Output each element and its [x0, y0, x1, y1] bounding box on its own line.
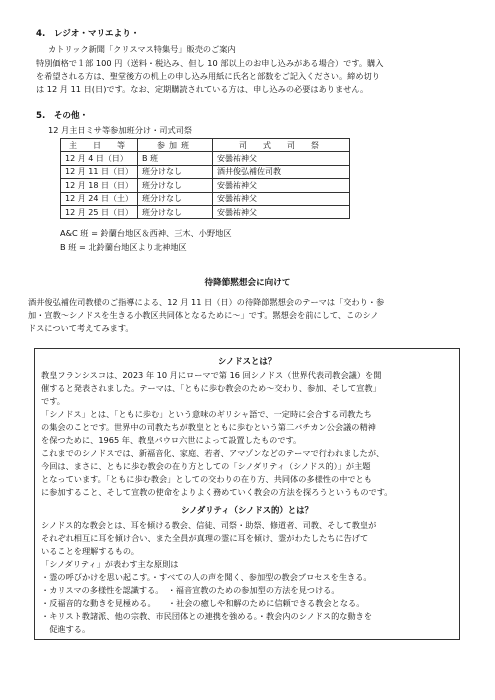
principle-item: ・カリスマの多様性を認識する。 ・福音宣教のための参加型の方法を見つける。 — [41, 585, 340, 595]
table-cell-celebrant: 安曇祐神父 — [213, 152, 350, 165]
table-header: 司 式 司 祭 — [213, 139, 350, 152]
table-cell-celebrant: 酒井俊弘補佐司教 — [213, 165, 350, 178]
table-cell-group: 班分けなし — [138, 192, 213, 205]
synodality-title: シノダリティ（シノドス的）とは？ — [181, 505, 313, 515]
advent-retreat-title: 待降節黙想会に向けて — [204, 278, 291, 288]
synodality-text-line: 「シノダリティ」が表わす主な原則は — [41, 559, 179, 569]
synod-text-line: 教皇フランシスコは、2023 年 10 月にローマで第 16 回シノドス（世界代表司教会議）を開 — [41, 370, 382, 380]
section-4-subtitle: カトリック新聞「クリスマス特集号」販売のご案内 — [48, 44, 236, 54]
advent-body-line: 加・宣教～シノドスを生きる小教区共同体となるために～」です。黙想会を前にして、このシノ — [28, 310, 379, 320]
principle-item: ・霊の呼びかけを思い起こす。・すべての人の声を聞く、参加型の教会プロセスを生きる。 — [41, 572, 372, 582]
mass-schedule-table — [60, 138, 350, 219]
table-row — [61, 179, 350, 192]
group-note-ac: A&C 班 = 鈴蘭台地区＆西神、三木、小野地区 — [60, 228, 232, 238]
principle-item: ・反福音的な動きを見極める。 ・社会の癒しや和解のために信頼できる教会となる。 — [41, 598, 365, 608]
table-row — [61, 192, 350, 205]
synod-text-line: の集会のことです。世界中の司教たちが教皇とともに歩むという第二バチカン公会議の精神 — [41, 422, 376, 432]
synod-text-line: 「シノドス」とは、「ともに歩む」という意味のギリシャ語で、一定時に会合する司教たち — [41, 409, 372, 419]
section-4-body-line: を希望される方は、聖堂後方の机上の申し込み用紙に氏名と部数をご記入ください。締め切り — [36, 71, 380, 81]
table-cell-celebrant: 安曇祐神父 — [213, 205, 350, 218]
synod-info-box — [34, 348, 460, 640]
table-cell-group: 班分けなし — [138, 179, 213, 192]
synodality-text-line: いることを理解するもの。 — [41, 546, 139, 556]
table-cell-celebrant: 安曇祐神父 — [213, 192, 350, 205]
synod-text-line: となっています。「ともに歩む教会」としての交わりの在り方、共同体の多様性の中でとも — [41, 474, 372, 484]
synod-text-line: これまでのシノドスでは、新福音化、家庭、若者、アマゾンなどのテーマで行われましたが、 — [41, 448, 385, 458]
table-row — [61, 165, 350, 178]
synod-title: シノドスとは？ — [217, 356, 277, 366]
synod-text-line: 催すると発表されました。テーマは、「ともに歩む教会のため～交わり、参加、そして宣教」 — [41, 383, 381, 393]
section-5-subtitle: 12 月主日ミサ等参加班分け・司式司祭 — [48, 125, 193, 135]
table-cell-date: 12 月 4 日（日） — [61, 152, 138, 165]
principle-item: ・キリスト教諸派、他の宗教、市民団体との連携を強める。・教会内のシノドス的な動きを — [41, 611, 373, 621]
synodality-text-line: それぞれ相互に耳を傾け合い、また全員が真理の霊に耳を傾け、霊がわたしたちに告げて — [41, 533, 369, 543]
synodality-text-line: シノドス的な教会とは、耳を傾ける教会、信徒、司祭・助祭、修道者、司教、そして教皇が — [41, 520, 377, 530]
table-cell-group: B 班 — [138, 152, 213, 165]
synod-text-line: に参加すること、そして宣教の使命をよりよく務めていく教会の方法を探ろうというものです。 — [41, 487, 393, 497]
table-header: 参加班 — [138, 139, 213, 152]
table-header: 主 日 等 — [61, 139, 138, 152]
table-cell-group: 班分けなし — [138, 165, 213, 178]
advent-body-line: 酒井俊弘補佐司教様のご指導による、12 月 11 日（日）の待降節黙想会のテーマは「交わり・参 — [28, 297, 385, 307]
synod-text-line: を保つために、1965 年、教皇パウロ六世によって設置したものです。 — [41, 435, 302, 445]
principle-item: 促進する。 — [41, 624, 91, 634]
section-4-body-line: は 12 月 11 日(日)です。なお、定期購読されている方は、申し込みの必要はありません。 — [36, 84, 369, 94]
group-note-b: B 班 = 北鈴蘭台地区より北神地区 — [60, 242, 187, 252]
section-4-body-line: 特別価格で１部 100 円（送料・税込み、但し 10 部以上のお申し込みがある場合）です。購入 — [36, 58, 384, 68]
table-row — [61, 152, 350, 165]
table-header-row — [61, 139, 350, 152]
table-cell-date: 12 月 11 日（日） — [61, 165, 138, 178]
table-cell-group: 班分けなし — [138, 205, 213, 218]
table-cell-date: 12 月 24 日（土） — [61, 192, 138, 205]
table-cell-date: 12 月 18 日（日） — [61, 179, 138, 192]
table-row — [61, 205, 350, 218]
synod-text-line: 今回は、まさに、ともに歩む教会の在り方としての「シノダリティ（シノドス的）」が主題 — [41, 461, 371, 471]
advent-body-line: ドスについて考えてみます。 — [28, 323, 134, 333]
section-5-title: 5. その他・ — [36, 111, 89, 121]
table-cell-celebrant: 安曇祐神父 — [213, 179, 350, 192]
section-4-title: 4. レジオ・マリエより・ — [36, 29, 140, 39]
table-cell-date: 12 月 25 日（日） — [61, 205, 138, 218]
synod-text-line: です。 — [41, 396, 65, 406]
